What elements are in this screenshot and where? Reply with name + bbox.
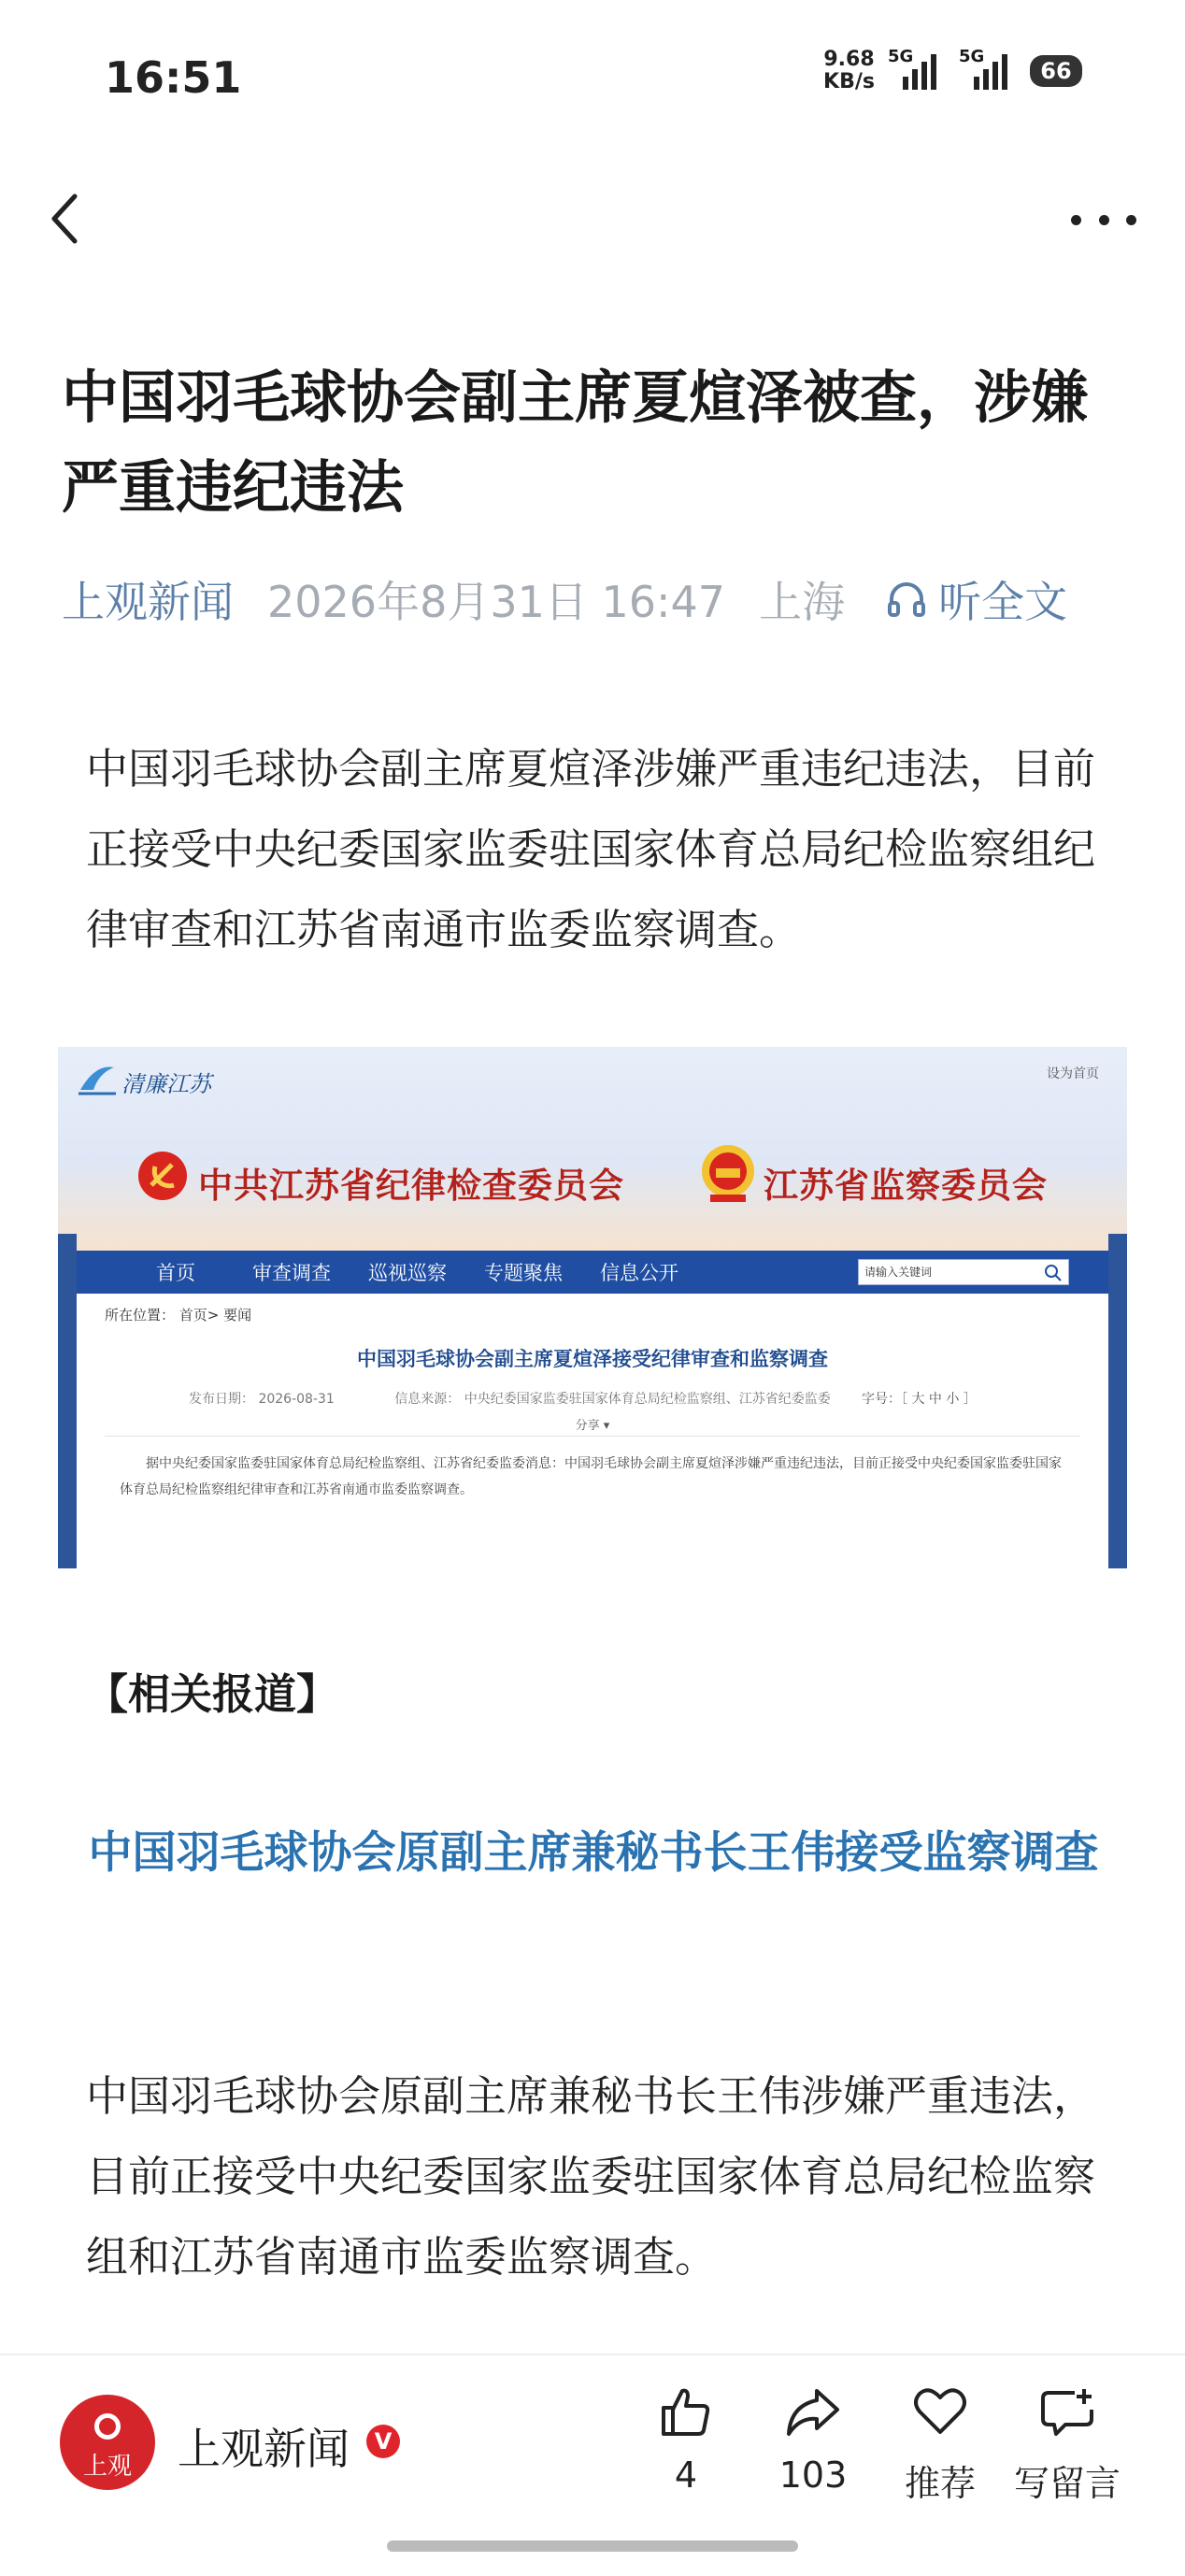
site-share: 分享 ▾ xyxy=(575,1419,610,1433)
banner-party-commission: 中共江苏省纪律检查委员会 xyxy=(198,1165,624,1206)
site-menu-item: 专题聚焦 xyxy=(484,1262,563,1284)
site-menu-item: 巡视巡察 xyxy=(368,1262,447,1284)
network-speed: 9.68 KB/s xyxy=(823,48,875,93)
status-icons xyxy=(823,49,1082,93)
account-name[interactable]: 上观新闻 xyxy=(178,2424,350,2474)
battery-icon: 66 xyxy=(1030,55,1082,87)
related-heading: 【相关报道】 xyxy=(86,1669,339,1719)
national-emblem-icon xyxy=(697,1140,759,1206)
qinglian-logo-icon xyxy=(77,1060,118,1097)
heart-icon xyxy=(910,2382,970,2441)
site-article-meta: 发布日期： 2026-08-31 信息来源： 中央纪委国家监委驻国家体育总局纪检监察组、江苏省纪委监委 xyxy=(189,1392,831,1407)
article-image[interactable] xyxy=(58,1047,1127,1568)
comment-label: 写留言 xyxy=(1013,2463,1121,2504)
article-date: 2026年8月31日 16:47 xyxy=(267,577,726,627)
recommend-label: 推荐 xyxy=(904,2463,976,2504)
site-menu-item: 信息公开 xyxy=(600,1262,678,1284)
top-nav xyxy=(0,178,1185,262)
article-paragraph-1: 中国羽毛球协会副主席夏煊泽涉嫌严重违纪违法，目前正接受中央纪委国家监委驻国家体育总局纪检监察组纪律审查和江苏省南通市监委监察调查。 xyxy=(86,744,1096,954)
comment-add-icon xyxy=(1037,2382,1097,2441)
article-paragraph-2: 中国羽毛球协会原副主席兼秘书长王伟涉嫌严重违法，目前正接受中央纪委国家监委驻国家体育总局纪检监察组和江苏省南通市监委监察调查。 xyxy=(86,2071,1096,2282)
site-logo-text: 清廉江苏 xyxy=(121,1071,211,1097)
site-article-title: 中国羽毛球协会副主席夏煊泽接受纪律审查和监察调查 xyxy=(357,1348,828,1370)
site-search-box: 请输入关键词 xyxy=(858,1259,1069,1285)
site-article-body: 据中央纪委国家监委驻国家体育总局纪检监察组、江苏省纪委监委消息：中国羽毛球协会副主席夏煊泽涉嫌严重违纪违法，目前正接受中央纪委国家监委驻国家体育总局纪检监察组纪律审查和江苏省南通市监委监察调查。 xyxy=(120,1456,1062,1497)
signal-icon-2: 5G xyxy=(959,52,1017,90)
search-icon xyxy=(1044,1264,1063,1282)
site-menu xyxy=(77,1251,1108,1294)
like-button[interactable] xyxy=(630,2382,742,2496)
site-menu-item: 审查调查 xyxy=(252,1262,331,1284)
avatar[interactable]: 上观 xyxy=(60,2395,155,2490)
headphones-icon xyxy=(886,579,927,620)
party-emblem-icon xyxy=(135,1148,191,1204)
article-meta xyxy=(62,568,1067,630)
write-comment-button[interactable] xyxy=(1011,2382,1123,2506)
related-article-link[interactable]: 中国羽毛球协会原副主席兼秘书长王伟接受监察调查 xyxy=(88,1827,1099,1879)
listen-button[interactable] xyxy=(886,568,1067,630)
status-time: 16:51 xyxy=(105,52,242,103)
like-count: 4 xyxy=(674,2454,698,2496)
article-title: 中国羽毛球协会副主席夏煊泽被查，涉嫌严重违纪违法 xyxy=(62,365,1089,521)
share-count: 103 xyxy=(778,2454,848,2496)
article-source[interactable]: 上观新闻 xyxy=(62,577,234,627)
share-button[interactable] xyxy=(757,2382,869,2496)
share-arrow-icon xyxy=(783,2382,843,2441)
set-home-link: 设为首页 xyxy=(1047,1066,1099,1081)
site-font-size: 字号：［ 大 中 小 ］ xyxy=(862,1392,977,1407)
thumbs-up-icon xyxy=(656,2382,716,2441)
article-location: 上海 xyxy=(759,577,846,627)
site-menu-item: 首页 xyxy=(156,1262,195,1284)
site-content xyxy=(77,1294,1108,1568)
listen-label: 听全文 xyxy=(938,577,1068,627)
home-indicator[interactable] xyxy=(387,2540,798,2552)
site-breadcrumb: 所在位置： 首页> 要闻 xyxy=(105,1307,252,1324)
more-horizontal-icon[interactable] xyxy=(1071,196,1136,243)
banner-supervision-commission: 江苏省监察委员会 xyxy=(764,1165,1048,1206)
signal-icon: 5G xyxy=(888,52,946,90)
chevron-left-icon[interactable] xyxy=(41,189,97,249)
recommend-button[interactable] xyxy=(884,2382,996,2506)
verified-badge-icon: V xyxy=(366,2425,400,2458)
status-bar xyxy=(0,0,1185,159)
